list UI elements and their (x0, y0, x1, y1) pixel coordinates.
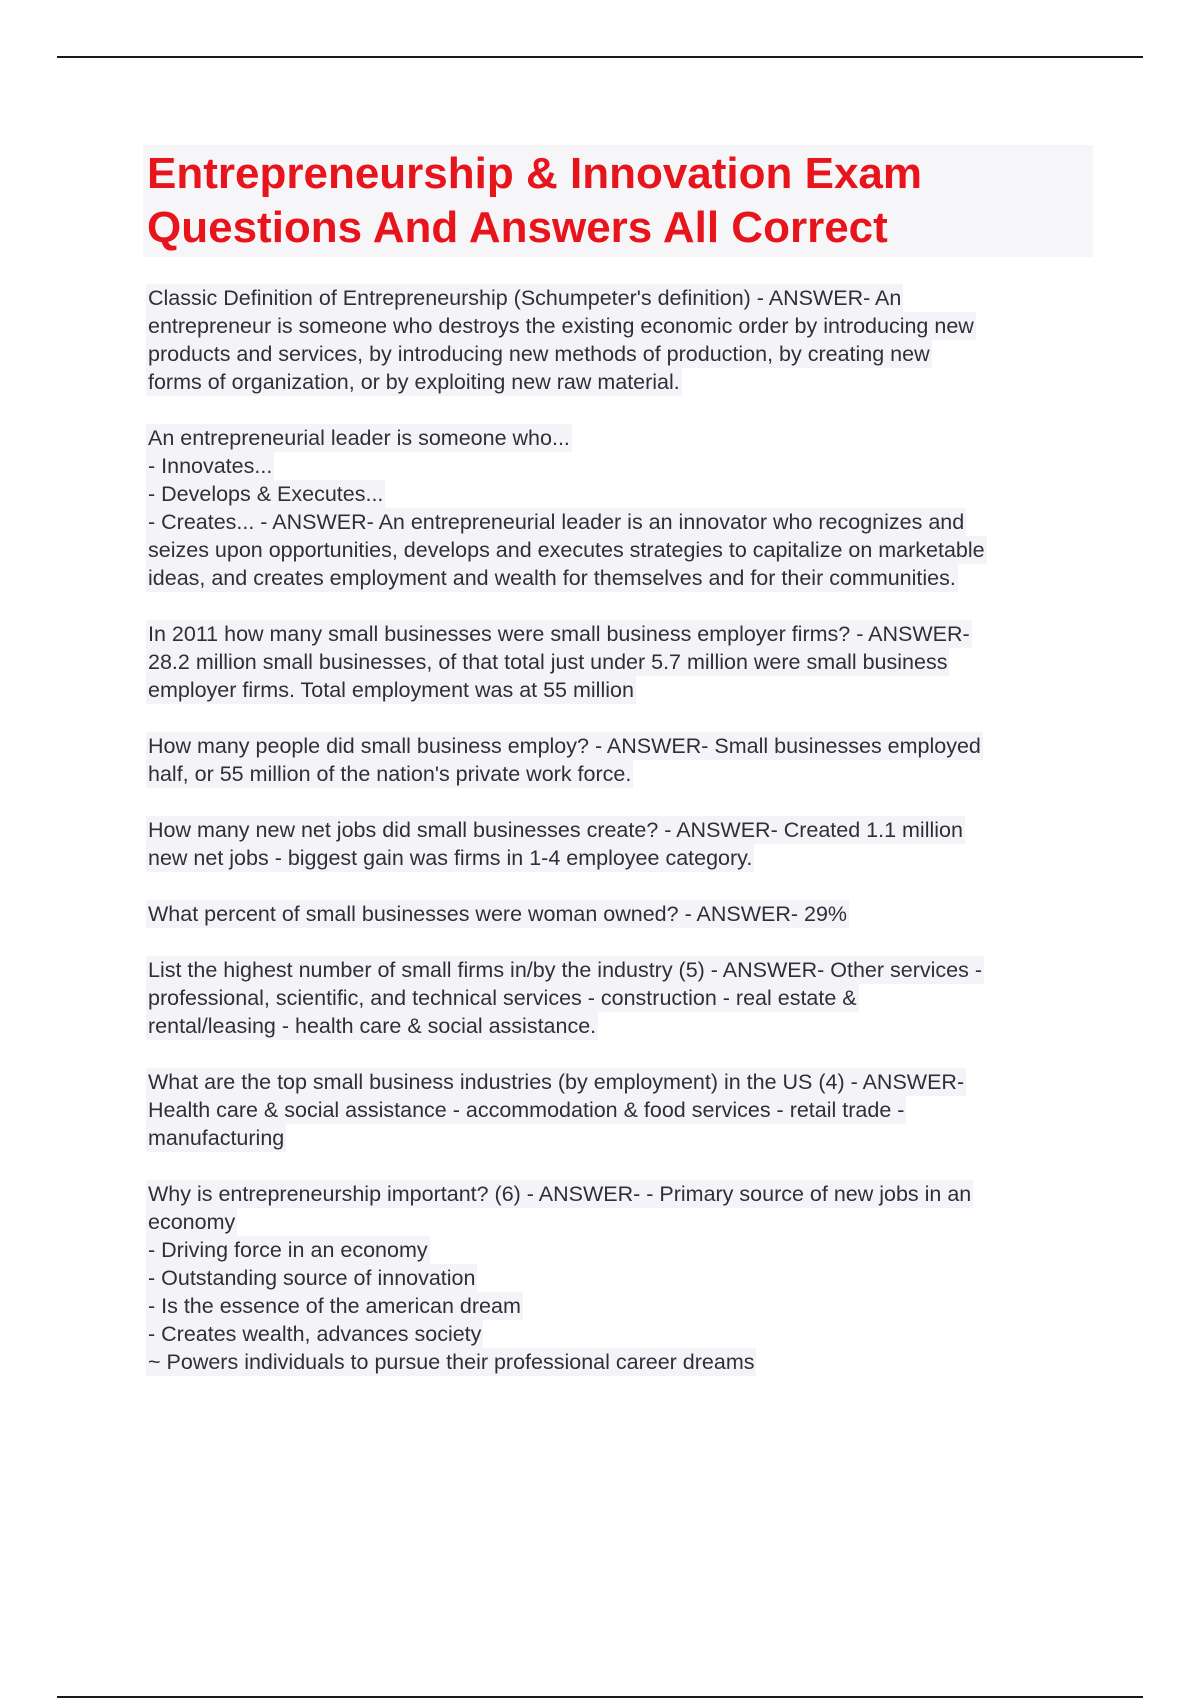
qa-text-line: An entrepreneurial leader is someone who... (148, 426, 570, 450)
qa-list (146, 284, 1096, 1404)
qa-text-line: ~ Powers individuals to pursue their professional career dreams (148, 1350, 755, 1374)
qa-text-line: How many new net jobs did small businesses create? - ANSWER- Created 1.1 million (148, 818, 963, 842)
qa-entry (146, 1180, 1096, 1376)
qa-text-line: seizes upon opportunities, develops and executes strategies to capitalize on marketable (148, 538, 985, 562)
bottom-divider (57, 1696, 1143, 1698)
title-line: Entrepreneurship & Innovation Exam (147, 149, 923, 198)
qa-text-line: Why is entrepreneurship important? (6) - ANSWER- - Primary source of new jobs in an (148, 1182, 972, 1206)
qa-text-line: ideas, and creates employment and wealth for themselves and for their communities. (148, 566, 956, 590)
qa-text-line: - Develops & Executes... (148, 482, 384, 506)
qa-text-line: economy (148, 1210, 236, 1234)
qa-entry (146, 284, 1096, 396)
title-line: Questions And Answers All Correct (147, 203, 888, 252)
qa-entry (146, 816, 1096, 872)
qa-text-line: In 2011 how many small businesses were small business employer firms? - ANSWER- (148, 622, 970, 646)
qa-text-line: What are the top small business industries (by employment) in the US (4) - ANSWER- (148, 1070, 965, 1094)
qa-text-line: professional, scientific, and technical services - construction - real estate & (148, 986, 857, 1010)
qa-entry (146, 620, 1096, 704)
qa-text-line: What percent of small businesses were woman owned? - ANSWER- 29% (148, 902, 848, 926)
qa-text-line: Classic Definition of Entrepreneurship (Schumpeter's definition) - ANSWER- An (148, 286, 902, 310)
qa-text-line: employer firms. Total employment was at 55 million (148, 678, 634, 702)
qa-text-line: rental/leasing - health care & social assistance. (148, 1014, 597, 1038)
qa-text-line: entrepreneur is someone who destroys the existing economic order by introducing new (148, 314, 974, 338)
qa-text-line: - Outstanding source of innovation (148, 1266, 476, 1290)
qa-text-line: products and services, by introducing new methods of production, by creating new (148, 342, 930, 366)
qa-text-line: half, or 55 million of the nation's private work force. (148, 762, 632, 786)
qa-text-line: - Innovates... (148, 454, 273, 478)
qa-text-line: - Is the essence of the american dream (148, 1294, 521, 1318)
qa-text-line: forms of organization, or by exploiting new raw material. (148, 370, 680, 394)
qa-text-line: List the highest number of small firms in/by the industry (5) - ANSWER- Other services - (148, 958, 982, 982)
qa-text-line: new net jobs - biggest gain was firms in 1-4 employee category. (148, 846, 753, 870)
qa-text-line: Health care & social assistance - accommodation & food services - retail trade - (148, 1098, 905, 1122)
top-divider (57, 56, 1143, 58)
qa-entry (146, 900, 1096, 928)
qa-entry (146, 732, 1096, 788)
qa-text-line: - Driving force in an economy (148, 1238, 428, 1262)
qa-entry (146, 1068, 1096, 1152)
document-title (147, 147, 1087, 255)
qa-text-line: manufacturing (148, 1126, 285, 1150)
qa-entry (146, 424, 1096, 592)
qa-text-line: - Creates wealth, advances society (148, 1322, 482, 1346)
qa-text-line: - Creates... - ANSWER- An entrepreneurial leader is an innovator who recognizes and (148, 510, 965, 534)
qa-text-line: How many people did small business employ? - ANSWER- Small businesses employed (148, 734, 981, 758)
qa-entry (146, 956, 1096, 1040)
qa-text-line: 28.2 million small businesses, of that total just under 5.7 million were small business (148, 650, 948, 674)
